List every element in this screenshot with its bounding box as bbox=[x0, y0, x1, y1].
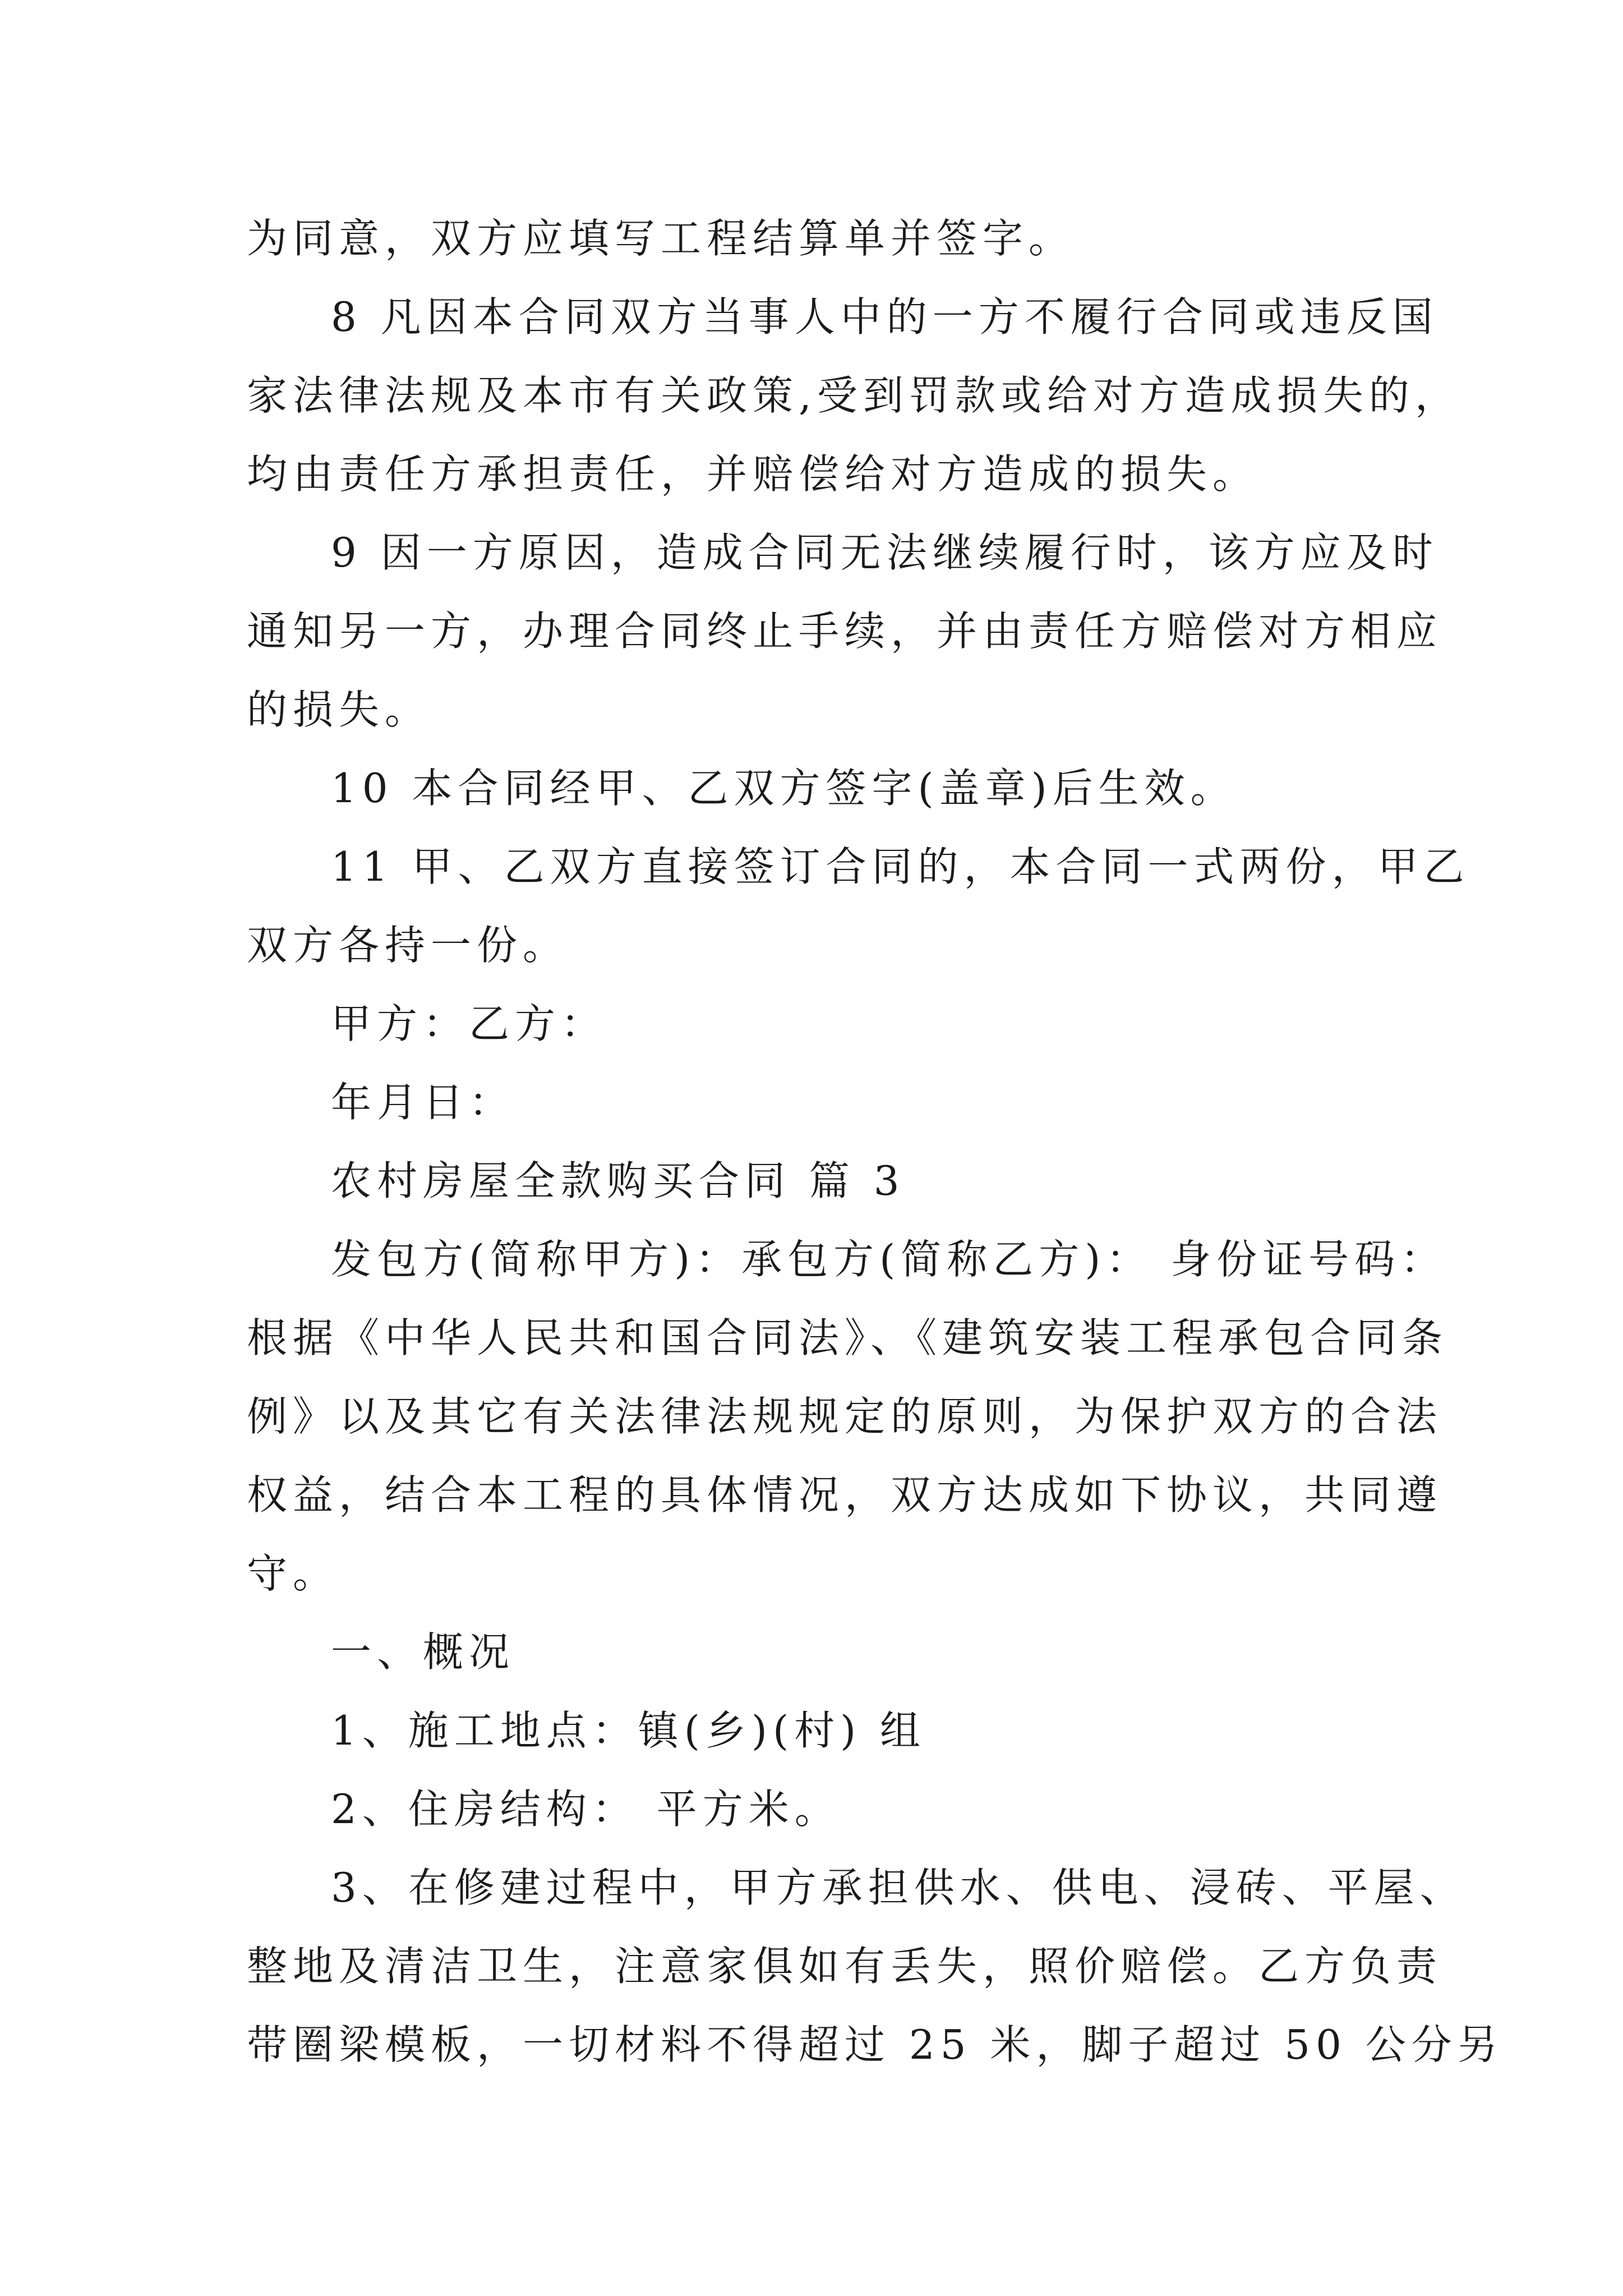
text-line-8: 10 本合同经甲、乙双方签字(盖章)后生效。 bbox=[331, 765, 1237, 812]
text-line-10: 双方各持一份。 bbox=[247, 922, 569, 969]
text-line-12: 年月日： bbox=[331, 1079, 515, 1126]
text-line-2: 8 凡因本合同双方当事人中的一方不履行合同或违反国 bbox=[331, 293, 1438, 341]
text-line-11: 甲方：乙方： bbox=[331, 1000, 607, 1047]
text-line-1: 为同意，双方应填写工程结算单并签字。 bbox=[247, 215, 1075, 262]
text-line-15: 根据《中华人民共和国合同法》、《建筑安装工程承包合同条 bbox=[247, 1314, 1449, 1361]
text-line-9: 11 甲、乙双方直接签订合同的，本合同一式两份，甲乙 bbox=[331, 843, 1470, 890]
text-line-20: 1、施工地点：镇(乡)(村) 组 bbox=[331, 1707, 926, 1754]
text-line-6: 通知另一方，办理合同终止手续，并由责任方赔偿对方相应 bbox=[247, 608, 1443, 655]
text-line-5: 9 因一方原因，造成合同无法继续履行时，该方应及时 bbox=[331, 529, 1438, 576]
text-line-14: 发包方(简称甲方)：承包方(简称乙方)： 身份证号码： bbox=[331, 1236, 1447, 1283]
text-line-18: 守。 bbox=[247, 1550, 339, 1597]
text-line-19: 一、概况 bbox=[331, 1628, 515, 1676]
text-line-23: 整地及清洁卫生，注意家俱如有丢失，照价赔偿。乙方负责 bbox=[247, 1943, 1443, 1990]
text-line-17: 权益，结合本工程的具体情况，双方达成如下协议，共同遵 bbox=[247, 1471, 1443, 1519]
text-line-4: 均由责任方承担责任，并赔偿给对方造成的损失。 bbox=[247, 450, 1259, 498]
section-heading: 农村房屋全款购买合同 篇 3 bbox=[331, 1157, 905, 1204]
text-line-22: 3、在修建过程中，甲方承担供水、供电、浸砖、平屋、 bbox=[331, 1864, 1466, 1911]
text-line-3: 家法律法规及本市有关政策,受到罚款或给对方造成损失的， bbox=[247, 372, 1461, 419]
text-line-24: 带圈梁模板，一切材料不得超过 25 米，脚子超过 50 公分另 bbox=[247, 2021, 1504, 2068]
text-line-21: 2、住房结构： 平方米。 bbox=[331, 1786, 841, 1833]
text-line-7: 的损失。 bbox=[247, 686, 431, 733]
text-line-16: 例》以及其它有关法律法规规定的原则，为保护双方的合法 bbox=[247, 1393, 1443, 1440]
